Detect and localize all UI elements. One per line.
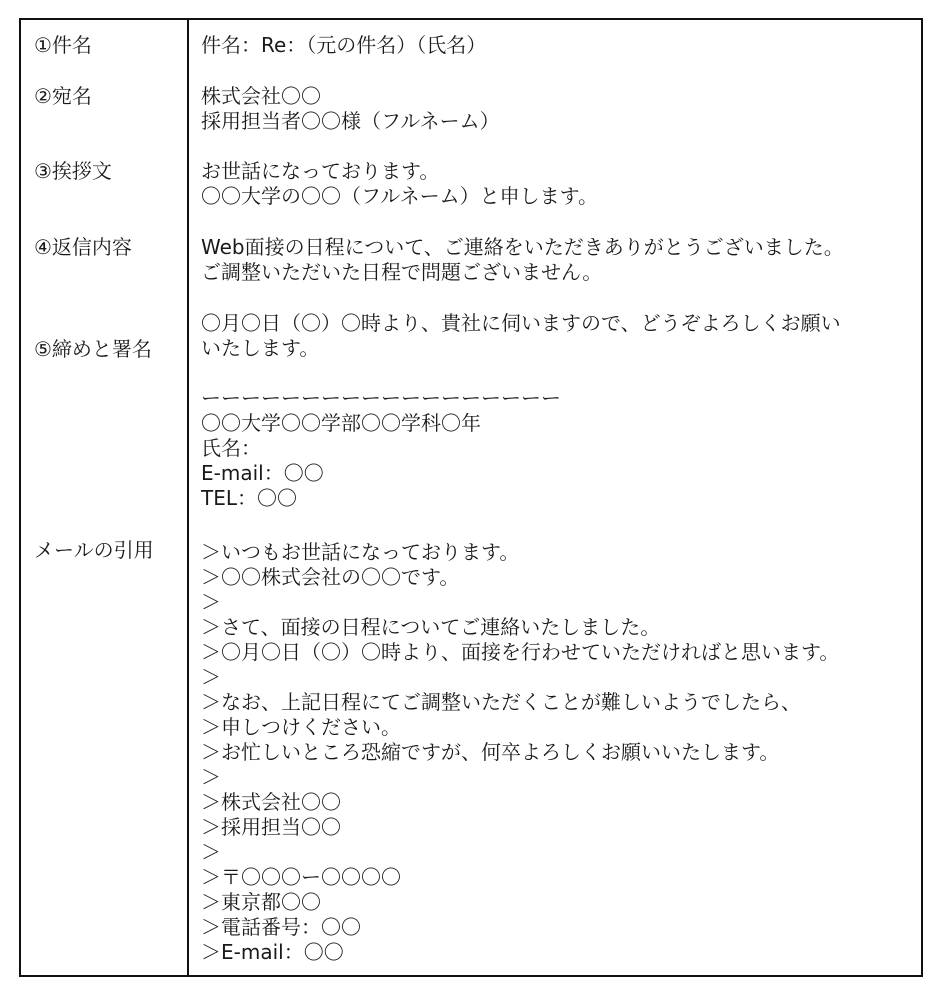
content-closing <box>201 311 913 511</box>
quote-line: ＞なお、上記日程にてご調整いただくことが難しいようでしたら、 <box>201 690 801 714</box>
quote-line: ＞申しつけください。 <box>201 715 401 739</box>
signature-line: 氏名： <box>201 436 261 460</box>
label-quote: メールの引用 <box>34 538 154 562</box>
signature-rule: ーーーーーーーーーーーーーーーーーー <box>201 386 561 410</box>
spacer <box>201 361 913 386</box>
quote-line: ＞ <box>201 765 221 789</box>
quote-line: ＞採用担当〇〇 <box>201 815 341 839</box>
greeting-line: お世話になっております。 <box>201 159 440 183</box>
quote-line: ＞E-mail：〇〇 <box>201 940 344 964</box>
signature-line: E-mail：〇〇 <box>201 461 324 485</box>
content-subject <box>201 33 913 58</box>
quote-line: ＞〒〇〇〇ー〇〇〇〇 <box>201 865 401 889</box>
content-addressee <box>201 84 913 134</box>
column-divider <box>187 20 189 975</box>
quote-line: ＞ <box>201 590 221 614</box>
signature-line: TEL：〇〇 <box>201 486 297 510</box>
subject-line: 件名：Re：（元の件名）（氏名） <box>201 33 487 57</box>
label-closing: ⑤締めと署名 <box>34 337 152 361</box>
quote-line: ＞〇〇株式会社の〇〇です。 <box>201 565 460 589</box>
quote-line: ＞さて、面接の日程についてご連絡いたしました。 <box>201 615 661 639</box>
email-template-table <box>19 18 923 977</box>
label-greeting: ③挨拶文 <box>34 159 112 183</box>
label-subject: ①件名 <box>34 33 92 57</box>
content-greeting <box>201 159 913 209</box>
quote-line: ＞ <box>201 665 221 689</box>
label-reply: ④返信内容 <box>34 235 132 259</box>
quote-line: ＞いつもお世話になっております。 <box>201 540 520 564</box>
quote-line: ＞株式会社〇〇 <box>201 790 341 814</box>
quote-line: ＞ <box>201 840 221 864</box>
label-addressee: ②宛名 <box>34 84 92 108</box>
quote-line: ＞東京都〇〇 <box>201 890 321 914</box>
reply-line: Web面接の日程について、ご連絡をいただきありがとうございました。 <box>201 235 844 259</box>
reply-line: ご調整いただいた日程で問題ございません。 <box>201 260 603 284</box>
addressee-line: 株式会社〇〇 <box>201 84 321 108</box>
closing-line: 〇月〇日（〇）〇時より、貴社に伺いますので、どうぞよろしくお願い <box>201 311 841 335</box>
closing-line: いたします。 <box>201 336 320 360</box>
content-quote <box>201 540 913 965</box>
quote-line: ＞〇月〇日（〇）〇時より、面接を行わせていただければと思います。 <box>201 640 840 664</box>
greeting-line: 〇〇大学の〇〇（フルネーム）と申します。 <box>201 184 598 208</box>
quote-line: ＞電話番号：〇〇 <box>201 915 361 939</box>
content-reply <box>201 235 913 285</box>
signature-line: 〇〇大学〇〇学部〇〇学科〇年 <box>201 411 481 435</box>
addressee-line: 採用担当者〇〇様（フルネーム） <box>201 109 500 133</box>
quote-line: ＞お忙しいところ恐縮ですが、何卒よろしくお願いいたします。 <box>201 740 780 764</box>
